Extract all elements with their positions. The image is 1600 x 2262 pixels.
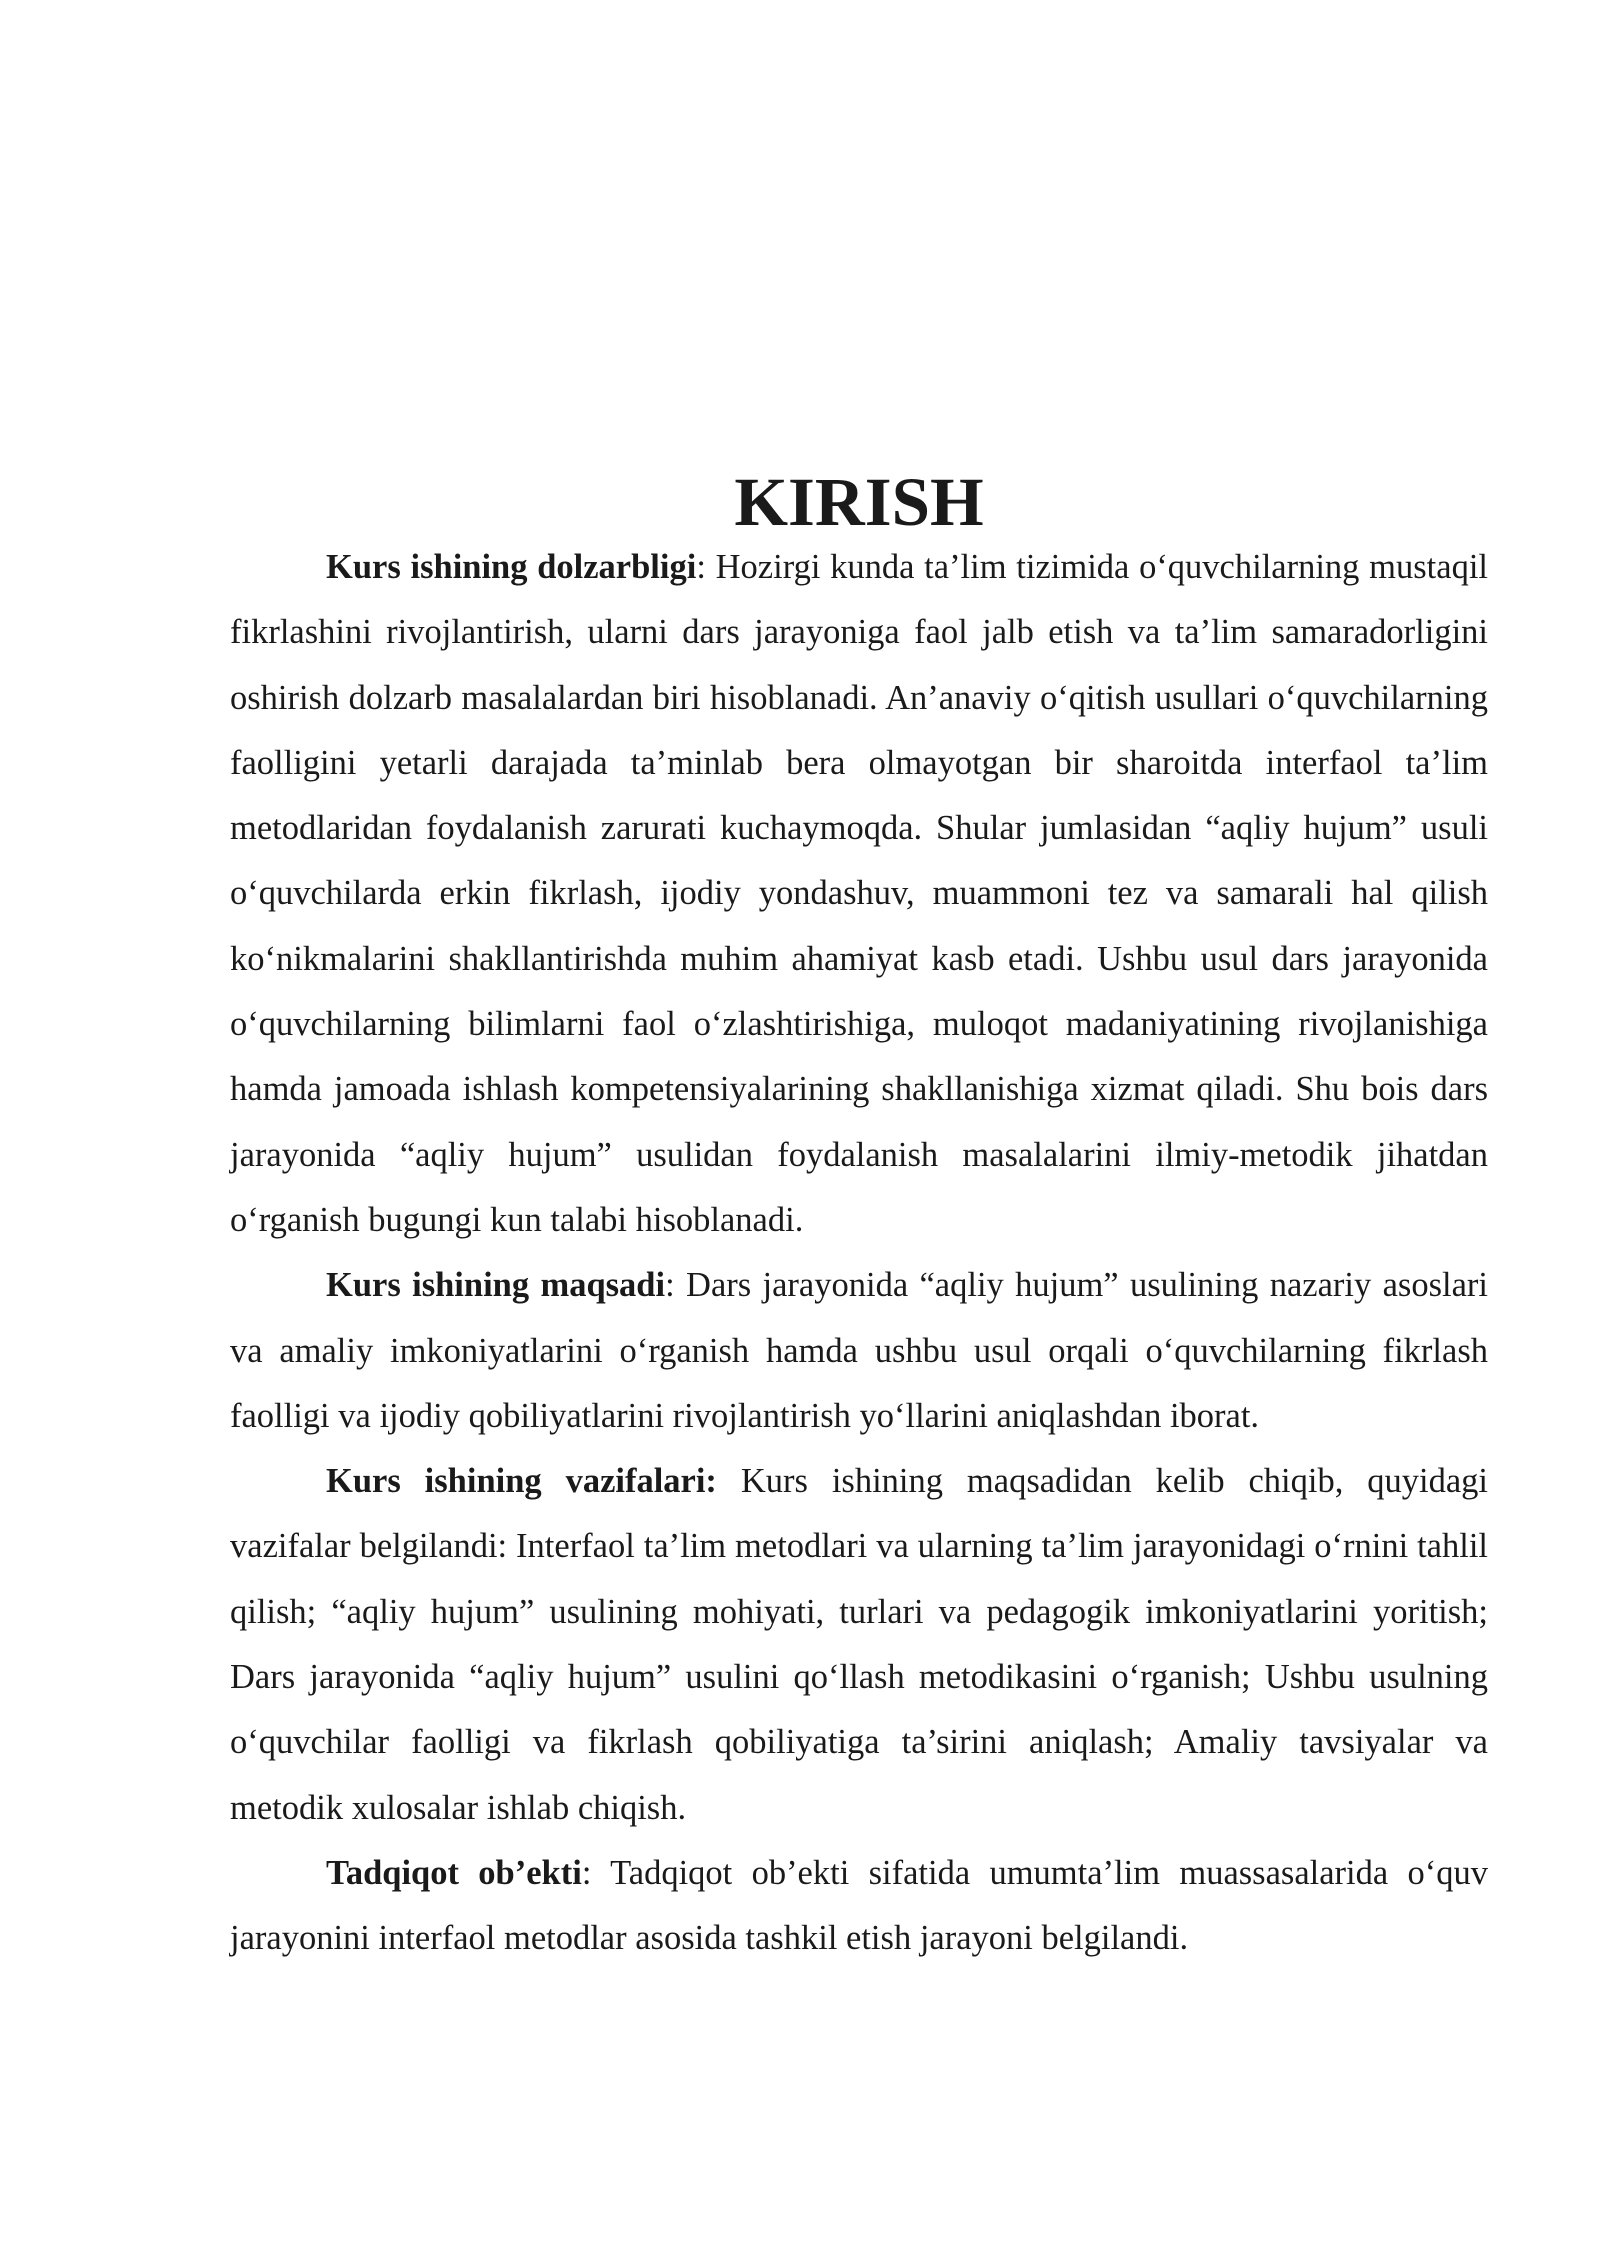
paragraph-goal <box>230 1253 1488 1449</box>
paragraph-text: Tadqiqot ob’ekti sifatida umumta’lim muassasalarida o‘quv jarayonini interfaol metodlar asosida tashkil etish jarayoni belgilandi. <box>230 1853 1489 1958</box>
paragraph-relevance <box>230 535 1488 1253</box>
paragraph-lead: Kurs ishining vazifalari: <box>326 1462 717 1501</box>
paragraph-separator: : <box>696 548 706 586</box>
paragraph-research-object <box>230 1841 1488 1972</box>
document-body <box>230 464 1489 1972</box>
paragraph-tasks <box>230 1449 1488 1841</box>
paragraph-lead: Tadqiqot ob’ekti <box>326 1853 582 1892</box>
paragraph-separator: : <box>665 1266 675 1305</box>
paragraph-text: Kurs ishining maqsadidan kelib chiqib, quyidagi vazifalar belgilandi: Interfaol ta’lim metodlari va ularning ta’lim jarayonidagi o‘rnini tahlil qilish; “aqliy hujum” usulining mohiyati, turlari va pedagogik imkoniyatlarini yoritish; Dars jarayonida “aqliy hujum” usulini qo‘llash metodikasini o‘rganish; Ushbu usulning o‘quvchilar faolligi va fikrlash qobiliyatiga ta’sirini aniqlash; Amaliy tavsiyalar va metodik xulosalar ishlab chiqish. <box>230 1462 1488 1827</box>
paragraph-lead: Kurs ishining dolzarbligi <box>326 548 697 586</box>
page-title: KIRISH <box>734 464 984 540</box>
paragraph-text: Dars jarayonida “aqliy hujum” usulining nazariy asoslari va amaliy imkoniyatlarini o‘rganish hamda ushbu usul orqali o‘quvchilarning fikrlash faolligi va ijodiy qobiliyatlarini rivojlantirish yo‘llarini aniqlashdan iborat. <box>230 1266 1488 1435</box>
paragraph-separator: : <box>581 1853 592 1892</box>
paragraph-lead: Kurs ishining maqsadi <box>326 1266 666 1305</box>
paragraph-text: Hozirgi kunda ta’lim tizimida o‘quvchilarning mustaqil fikrlashini rivojlantirish, ularni dars jarayoniga faol jalb etish va ta’lim samaradorligini oshirish dolzarb masalalardan biri hisoblanadi. An’anaviy o‘qitish usullari o‘quvchilarning faolligini yetarli darajada ta’minlab bera olmayotgan bir sharoitda interfaol ta’lim metodlaridan foydalanish zarurati kuchaymoqda. Shular jumlasidan “aqliy hujum” usuli o‘quvchilarda erkin fikrlash, ijodiy yondashuv, muammoni tez va samarali hal qilish ko‘nikmalarini shakllantirishda muhim ahamiyat kasb etadi. Ushbu usul dars jarayonida o‘quvchilarning bilimlarni faol o‘zlashtirishiga, muloqot madaniyatining rivojlanishiga hamda jamoada ishlash kompetensiyalarining shakllanishiga xizmat qiladi. Shu bois dars jarayonida “aqliy hujum” usulidan foydalanish masalalarini ilmiy-metodik jihatdan o‘rganish bugungi kun talabi hisoblanadi. <box>230 548 1488 1239</box>
